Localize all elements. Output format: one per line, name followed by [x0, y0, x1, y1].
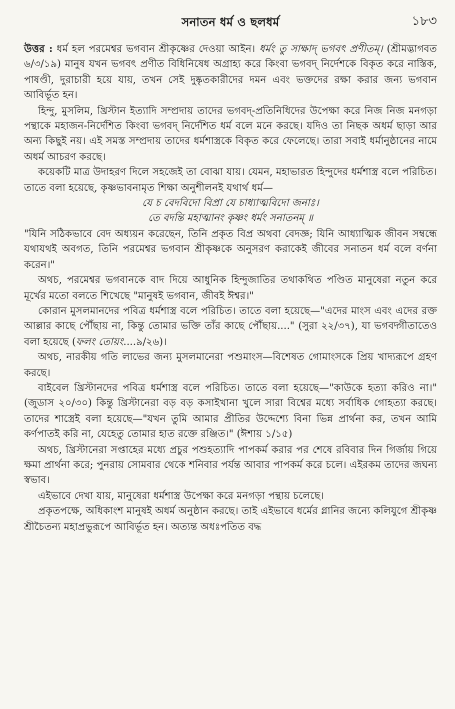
- quran-text-1: কোরান মুসলমানদের পবিত্র ধর্মশাস্ত্র বলে পরিচিত। তাতে বলা হয়েছে—"এদের মাংস এবং এদের রক্ত আল্লার কাছে পৌঁছায় না, কিন্তু তোমার ভক্তি তাঁর কাছে পৌঁছায়...." (সুরা ২২/৩৭), যা ভগবদ্গীতাতেও বলা হয়েছে (: [24, 305, 437, 348]
- verse-translation: "যিনি সঠিকভাবে বেদ অধ্যয়ন করেছেন, তিনি প্রকৃত বিপ্র অথবা বেদজ্ঞ; যিনি আধ্যাত্মিক জীবন সম্বন্ধে যথাযথই অবগত, তিনি পরমেশ্বর ভগবান শ্রীকৃষ্ণকে অনুসরণ করাকেই জীবের সনাতন ধর্ম বলে বর্ণনা করেন।": [24, 228, 437, 271]
- page-number: ১৮৩: [411, 14, 437, 29]
- paragraph-quran: [24, 304, 437, 350]
- paragraph-examples: কয়েকটি মাত্র উদাহরণ দিলে সহজেই তা বোঝা যায়। যেমন, মহাভারত হিন্দুদের ধর্মশাস্ত্র বলে পরিচিত। তাতে বলা হয়েছে, কৃষ্ণভাবনামৃত শিক্ষা অনুশীলনই যথার্থ ধর্ম—: [24, 167, 437, 194]
- verse-line-2: তে বদন্তি মহাত্মানং কৃষ্ণং ধর্মং সনাতনম্ ॥: [148, 213, 313, 225]
- answer-paragraph: [24, 42, 437, 104]
- paragraph-sunday: অথচ, খ্রিস্টানেরা সপ্তাহের মধ্যে প্রচুর পশুহত্যাদি পাপকর্ম করার পর শেষে রবিবার দিন গির্জায় গিয়ে ক্ষমা প্রার্থনা করে; পুনরায় সোমবার থেকে শনিবার পর্যন্ত আবার পাপকর্ম করে চলে। এইরকম তাদের জঘন্য স্বভাব।: [24, 444, 437, 487]
- paragraph-final: প্রকৃতপক্ষে, অধিকাংশ মানুষই অধর্ম অনুষ্ঠান করছে। তাই এইভাবে ধর্মের গ্লানির জন্যে কলিযুগে শ্রীকৃষ্ণ শ্রীচৈতন্য মহাপ্রভুরূপে আবির্ভূত হন। অত্যন্ত অধঃপতিত বদ্ধ: [24, 506, 437, 533]
- paragraph-meat: অথচ, নারকীয় গতি লাভের জন্য মুসলমানেরা পশুমাংস—বিশেষত গোমাংসকে প্রিয় খাদ্যরূপে গ্রহণ করছে।: [24, 352, 437, 379]
- sanskrit-verse: [24, 196, 437, 227]
- answer-quote: ধর্মং তু সাক্ষাদ্ ভগবৎ প্রণীতম্।: [259, 44, 383, 55]
- answer-text-2: (শ্রীমদ্ভাগবত ৬/৩/১৯) মানুষ যখন ভগবৎ প্রণীত বিধিনিষেধ অগ্রাহ্য করে কিংবা ভগবদ্ নির্দেশকে বিকৃত করে নাস্তিক, পাষণ্ডী, দুরাচারী হয়ে যায়, তখন সেই দুষ্কৃতকারীদের দমন এবং ভক্তদের রক্ষা করার জন্য ভগবান আবির্ভূত হন।: [24, 44, 438, 102]
- paragraph-bible: বাইবেল খ্রিস্টানদের পবিত্র ধর্মশাস্ত্র বলে পরিচিত। তাতে বলা হয়েছে—"কাউকে হত্যা করিও না।" (জুডাস ২০/৩০) কিন্তু খ্রিস্টানেরা বড় বড় কসাইখানা খুলে সারা বিশ্বের মধ্যে সর্বাধিক গোহত্যা করছে। তাদের শাস্ত্রেই বলা হয়েছে—"যখন তুমি আমার প্রীতির উদ্দেশ্যে বিনা ভিন্ন প্রার্থনা কর, তখন আমি কর্ণপাতই করি না, যেহেতু তোমার হাত রক্তে রঞ্জিত।" (ঈশায় ১/১৫): [24, 382, 437, 441]
- page-header: [24, 8, 437, 32]
- answer-text-1: ধর্ম হল পরমেশ্বর ভগবান শ্রীকৃষ্ণের দেওয়া আইন।: [52, 44, 260, 55]
- page-body: [24, 42, 437, 535]
- verse-line-1: যে চ বেদবিদো বিপ্রা যে চাধ্যাত্মবিদো জনাঃ।: [142, 198, 319, 210]
- paragraph-sects: হিন্দু, মুসলিম, খ্রিস্টান ইত্যাদি সম্প্রদায় তাদের ভগবদ্-প্রতিনিধিদের উপেক্ষা করে নিজ নিজ মনগড়া পন্থাকে মহাজন-নির্দেশিত কিংবা ভগবদ্ নির্দেশিত ধর্ম বলে মনে করছে। যদিও তা নিছক অধর্ম ছাড়া আর অন্য কিছুই নয়। এই সমস্ত সম্প্রদায় তাদের ধর্মশাস্ত্রকে বিকৃত করে ফেলেছে। তারা সবাই ধর্মানুষ্ঠানের নামে অধর্ম আচরণ করছে।: [24, 105, 437, 163]
- paragraph-hindu: অথচ, পরমেশ্বর ভগবানকে বাদ দিয়ে আধুনিক হিন্দুজাতির তথাকথিত পণ্ডিত মানুষেরা নতুন করে মূর্খের মতো বলতে শিখেছে "মানুষই ভগবান, জীবই ঈশ্বর।": [24, 275, 437, 302]
- chapter-title: সনাতন ধর্ম ও ছলধর্ম: [181, 15, 280, 29]
- answer-label: উত্তর :: [24, 44, 53, 55]
- gita-reference: ফলং তোয়ং: [75, 336, 124, 348]
- paragraph-people: এইভাবে দেখা যায়, মানুষেরা ধর্মশাস্ত্র উপেক্ষা করে মনগড়া পন্থায় চলেছে।: [38, 490, 324, 502]
- quran-text-2: ....৯/২৬)।: [123, 336, 167, 348]
